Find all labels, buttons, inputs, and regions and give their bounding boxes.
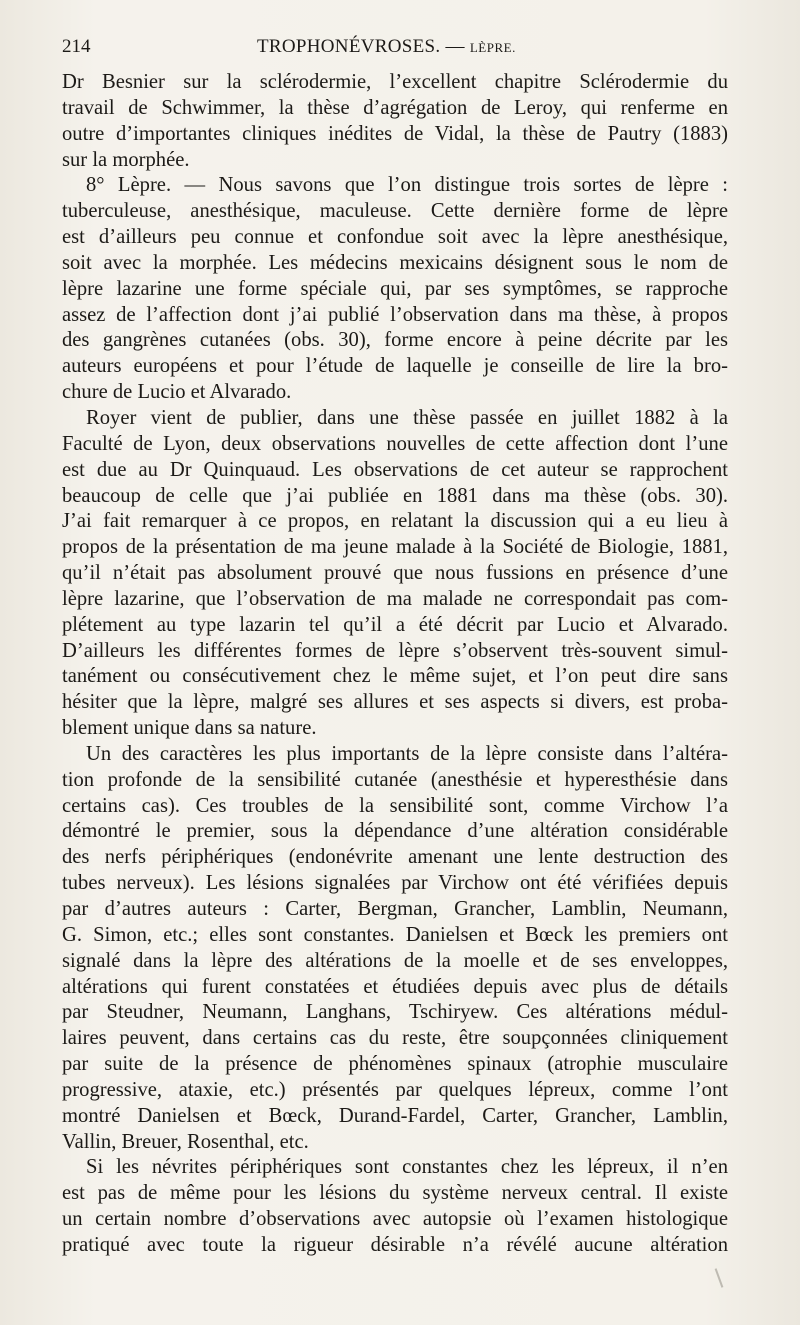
text-line: propos de la présentation de ma jeune malade à la Société de Biologie, 1881, — [62, 536, 728, 559]
text-line: auteurs européens et pour l’étude de laquelle je conseille de lire la bro- — [62, 355, 728, 378]
text-line: G. Simon, etc.; elles sont constantes. Danielsen et Bœck les premiers ont — [62, 923, 728, 946]
running-title-section: LÈPRE. — [469, 40, 516, 55]
text-line: est d’ailleurs peu connue et confondue soit avec la lèpre anesthésique, — [62, 226, 728, 249]
running-header — [62, 36, 730, 66]
text-line: assez de l’affection dont j’ai publié l’observation dans ma thèse, à propos — [62, 303, 728, 326]
text-line: tuberculeuse, anesthésique, maculeuse. Cette dernière forme de lèpre — [62, 200, 728, 223]
text-line: soit avec la morphée. Les médecins mexicains désignent sous le nom de — [62, 251, 728, 274]
text-line: plétement au type lazarin tel qu’il a été décrit par Lucio et Alvarado. — [62, 613, 728, 636]
running-title-main: TROPHONÉVROSES. — — [257, 36, 470, 57]
text-line: tubes nerveux). Les lésions signalées par Virchow ont été vérifiées depuis — [62, 872, 728, 895]
text-line: Vallin, Breuer, Rosenthal, etc. — [62, 1130, 309, 1153]
text-line: signalé dans la lèpre des altérations de la moelle et de ses enveloppes, — [62, 949, 728, 972]
text-line: sur la morphée. — [62, 148, 190, 171]
text-line: montré Danielsen et Bœck, Durand-Fardel, Carter, Grancher, Lamblin, — [62, 1104, 728, 1127]
text-line: par Steudner, Neumann, Langhans, Tschiryew. Ces altérations médul- — [62, 1001, 728, 1024]
text-line: beaucoup de celle que j’ai publiée en 1881 dans ma thèse (obs. 30). — [62, 484, 728, 507]
text-line: altérations qui furent constatées et étudiées depuis avec plus de détails — [62, 975, 728, 998]
text-line: certains cas). Ces troubles de la sensibilité sont, comme Virchow l’a — [62, 794, 728, 817]
text-line: Dr Besnier sur la sclérodermie, l’excellent chapitre Sclérodermie du — [62, 71, 728, 93]
text-line: Faculté de Lyon, deux observations nouvelles de cette affection dont l’une — [62, 432, 728, 455]
text-line: 8° Lèpre. — Nous savons que l’on distingue trois sortes de lèpre : — [86, 174, 728, 197]
text-line: Royer vient de publier, dans une thèse passée en juillet 1882 à la — [86, 406, 728, 429]
text-line: démontré le premier, sous la dépendance d’une altération considérable — [62, 820, 728, 843]
text-line: tanément ou consécutivement chez le même sujet, et l’on peut dire sans — [62, 665, 728, 688]
text-line: J’ai fait remarquer à ce propos, en relatant la discussion qui a eu lieu à — [62, 510, 728, 533]
text-line: blement unique dans sa nature. — [62, 717, 317, 740]
text-line: est pas de même pour les lésions du système nerveux central. Il existe — [62, 1182, 728, 1205]
text-line: outre d’importantes cliniques inédites de Vidal, la thèse de Pautry (1883) — [62, 122, 728, 145]
text-line: hésiter que la lèpre, malgré ses allures et ses aspects si divers, est proba- — [62, 691, 728, 714]
page-body-text — [62, 70, 728, 1259]
text-line: Un des caractères les plus importants de la lèpre consiste dans l’altéra- — [86, 742, 728, 765]
text-line: est due au Dr Quinquaud. Les observations de cet auteur se rapprochent — [62, 458, 728, 481]
text-line: des nerfs périphériques (endonévrite amenant une lente destruction des — [62, 846, 728, 869]
text-line: un certain nombre d’observations avec autopsie où l’examen histologique — [62, 1208, 728, 1231]
text-line: par suite de la présence de phénomènes spinaux (atrophie musculaire — [62, 1053, 728, 1076]
text-line: qu’il n’était pas absolument prouvé que nous fussions en présence d’une — [62, 562, 728, 585]
text-line: par d’autres auteurs : Carter, Bergman, Grancher, Lamblin, Neumann, — [62, 898, 728, 920]
paper-mark — [715, 1268, 724, 1287]
text-line: lèpre lazarine une forme spéciale qui, par ses symptômes, se rapproche — [62, 277, 728, 300]
text-line: tion profonde de la sensibilité cutanée (anesthésie et hyperesthésie dans — [62, 768, 728, 791]
text-line: Si les névrites périphériques sont constantes chez les lépreux, il n’en — [86, 1156, 728, 1179]
text-line: progressive, ataxie, etc.) présentés par quelques lépreux, comme l’ont — [62, 1078, 728, 1101]
text-line: laires peuvent, dans certains cas du reste, être soupçonnées cliniquement — [62, 1027, 728, 1050]
running-title — [257, 36, 516, 58]
text-line: des gangrènes cutanées (obs. 30), forme encore à peine décrite par les — [62, 329, 728, 352]
text-line: pratiqué avec toute la rigueur désirable n’a révélé aucune altération — [62, 1233, 728, 1256]
text-line: lèpre lazarine, que l’observation de ma malade ne correspondait pas com- — [62, 587, 728, 610]
text-line: travail de Schwimmer, la thèse d’agrégation de Leroy, qui renferme en — [62, 96, 728, 119]
text-line: chure de Lucio et Alvarado. — [62, 381, 292, 404]
page-number: 214 — [62, 36, 91, 57]
text-line: D’ailleurs les différentes formes de lèpre s’observent très-souvent simul- — [62, 639, 728, 662]
